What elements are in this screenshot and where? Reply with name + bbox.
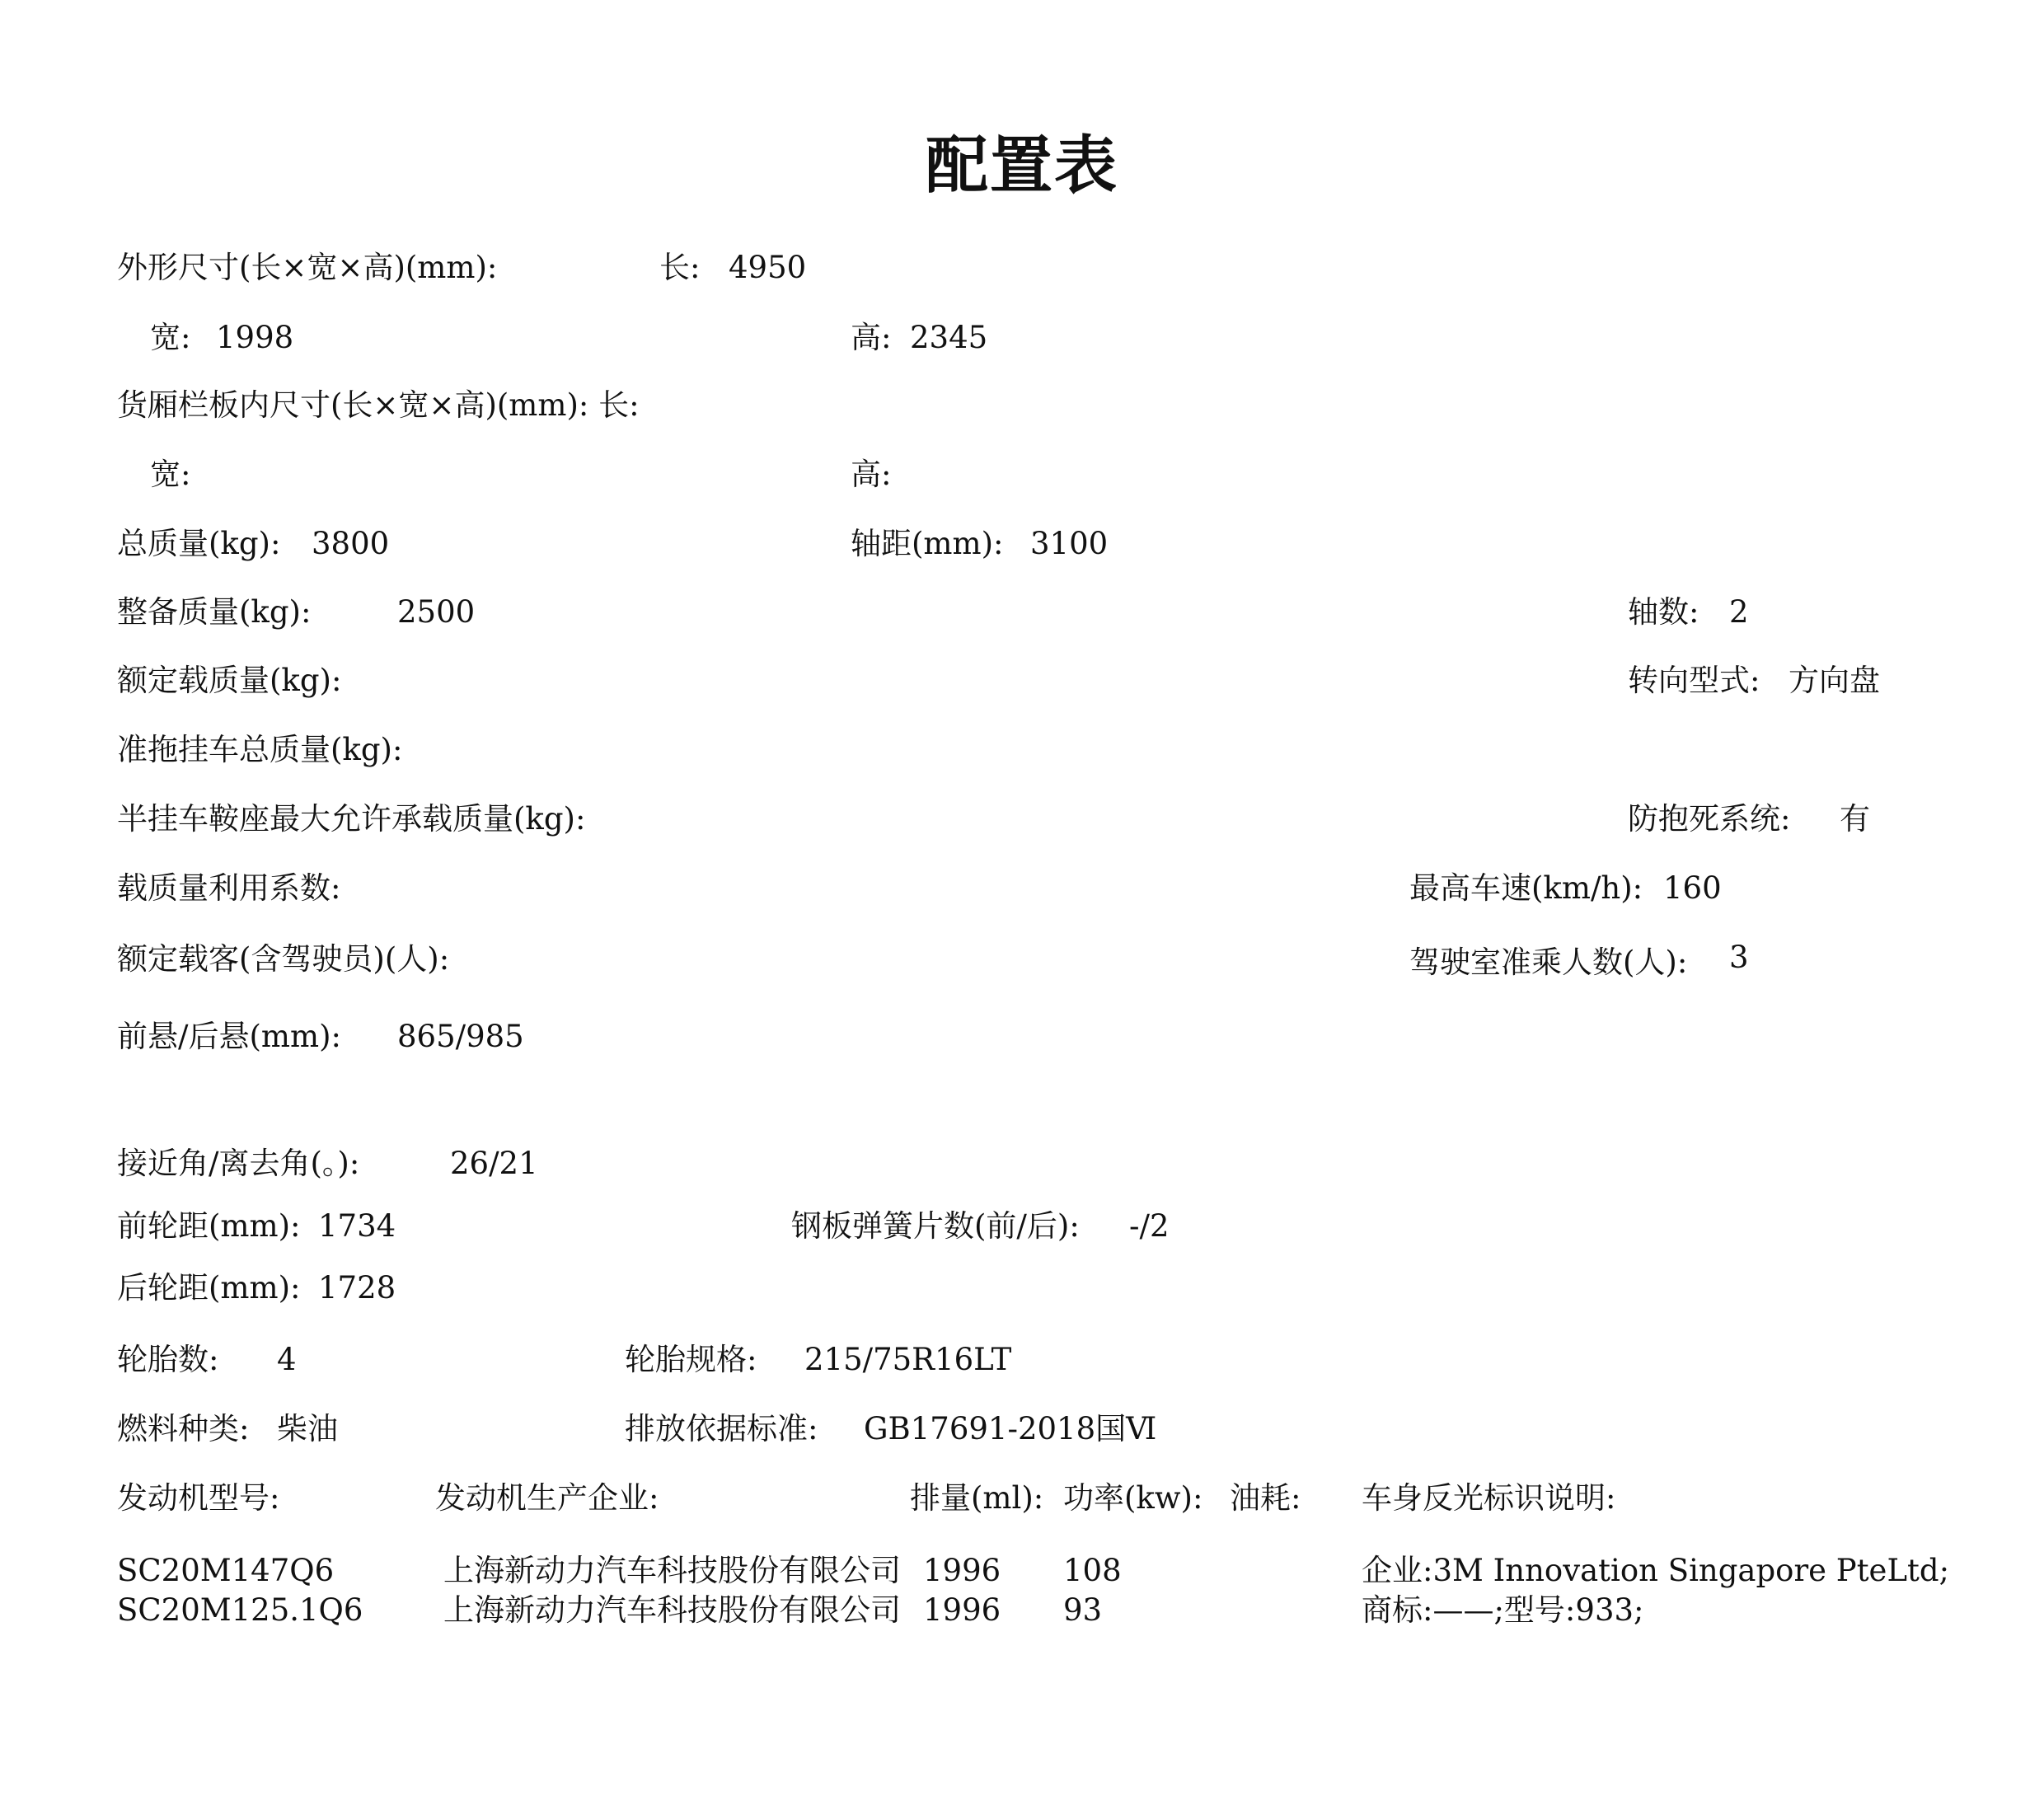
cargo-width-label: 宽:	[150, 457, 191, 492]
cargo-height-label: 高:	[851, 457, 892, 492]
engine-maker-header: 发动机生产企业:	[435, 1480, 659, 1516]
front-track-label: 前轮距(mm):	[117, 1208, 301, 1244]
engine-maker: 上海新动力汽车科技股份有限公司	[443, 1553, 901, 1588]
total-mass-value: 3800	[312, 526, 390, 561]
rear-track-label: 后轮距(mm):	[117, 1270, 301, 1306]
overhang-label: 前悬/后悬(mm):	[117, 1019, 341, 1054]
engine-maker-list	[443, 1551, 905, 1630]
length-label: 长:	[659, 250, 701, 285]
cab-seats-value: 3	[1729, 940, 1749, 975]
height-value: 2345	[910, 320, 988, 355]
width-label: 宽:	[150, 320, 191, 355]
steering-value: 方向盘	[1788, 663, 1880, 698]
rear-track-value: 1728	[318, 1270, 396, 1306]
cab-seats-label: 驾驶室准乘人数(人):	[1409, 945, 1688, 980]
tire-count-value: 4	[277, 1342, 297, 1377]
displacement-list	[923, 1551, 1001, 1630]
length-value: 4950	[729, 250, 807, 285]
cargo-dimensions-label: 货厢栏板内尺寸(长×宽×高)(mm): 长:	[117, 387, 640, 423]
engine-model: SC20M147Q6	[117, 1553, 335, 1588]
axles-value: 2	[1729, 594, 1749, 630]
fuel-type-label: 燃料种类:	[117, 1411, 250, 1446]
saddle-load-label: 半挂车鞍座最大允许承载质量(kg):	[117, 801, 586, 837]
outer-dimensions-label: 外形尺寸(长×宽×高)(mm):	[117, 250, 498, 285]
tire-spec-value: 215/75R16LT	[804, 1342, 1012, 1377]
steering-label: 转向型式:	[1628, 663, 1760, 698]
emission-standard-label: 排放依据标准:	[625, 1411, 818, 1446]
trailer-mass-label: 准拖挂车总质量(kg):	[117, 732, 403, 767]
power-value: 108	[1063, 1553, 1122, 1588]
curb-mass-value: 2500	[397, 594, 476, 630]
reflective-marking-header: 车身反光标识说明:	[1362, 1480, 1616, 1516]
power-header: 功率(kw):	[1063, 1480, 1203, 1516]
load-utilization-label: 载质量利用系数:	[117, 870, 341, 906]
reflective-marking-text: 企业:3M Innovation Singapore PteLtd;商标:——;型号:933;	[1362, 1553, 1950, 1628]
wheelbase-value: 3100	[1030, 526, 1109, 561]
approach-departure-value: 26/21	[450, 1146, 538, 1181]
power-value: 93	[1063, 1592, 1103, 1628]
tire-count-label: 轮胎数:	[117, 1342, 219, 1377]
rated-load-label: 额定载质量(kg):	[117, 663, 342, 698]
engine-model-list	[117, 1551, 363, 1630]
displacement-value: 1996	[923, 1553, 1001, 1588]
overhang-value: 865/985	[397, 1019, 524, 1054]
width-value: 1998	[216, 320, 294, 355]
wheelbase-label: 轴距(mm):	[851, 526, 1004, 561]
tire-spec-label: 轮胎规格:	[625, 1342, 757, 1377]
fuel-type-value: 柴油	[277, 1411, 338, 1446]
max-speed-value: 160	[1663, 870, 1722, 906]
engine-model: SC20M125.1Q6	[117, 1592, 363, 1628]
front-track-value: 1734	[318, 1208, 396, 1244]
engine-maker: 上海新动力汽车科技股份有限公司	[443, 1592, 901, 1628]
abs-label: 防抱死系统:	[1628, 801, 1791, 837]
leaf-spring-value: -/2	[1129, 1208, 1170, 1244]
rated-passengers-label: 额定载客(含驾驶员)(人):	[117, 941, 450, 977]
power-list	[1063, 1551, 1122, 1630]
leaf-spring-label: 钢板弹簧片数(前/后):	[791, 1208, 1080, 1244]
displacement-value: 1996	[923, 1592, 1001, 1628]
displacement-header: 排量(ml):	[910, 1480, 1044, 1516]
approach-departure-label: 接近角/离去角(。):	[117, 1146, 360, 1181]
total-mass-label: 总质量(kg):	[117, 526, 281, 561]
curb-mass-label: 整备质量(kg):	[117, 594, 312, 630]
axles-label: 轴数:	[1628, 594, 1699, 630]
max-speed-label: 最高车速(km/h):	[1409, 870, 1643, 906]
emission-standard-value: GB17691-2018国Ⅵ	[864, 1411, 1157, 1446]
page-title: 配置表	[926, 129, 1118, 202]
engine-model-header: 发动机型号:	[117, 1480, 280, 1516]
fuel-consumption-header: 油耗:	[1230, 1480, 1301, 1516]
height-label: 高:	[851, 320, 892, 355]
abs-value: 有	[1840, 801, 1870, 837]
